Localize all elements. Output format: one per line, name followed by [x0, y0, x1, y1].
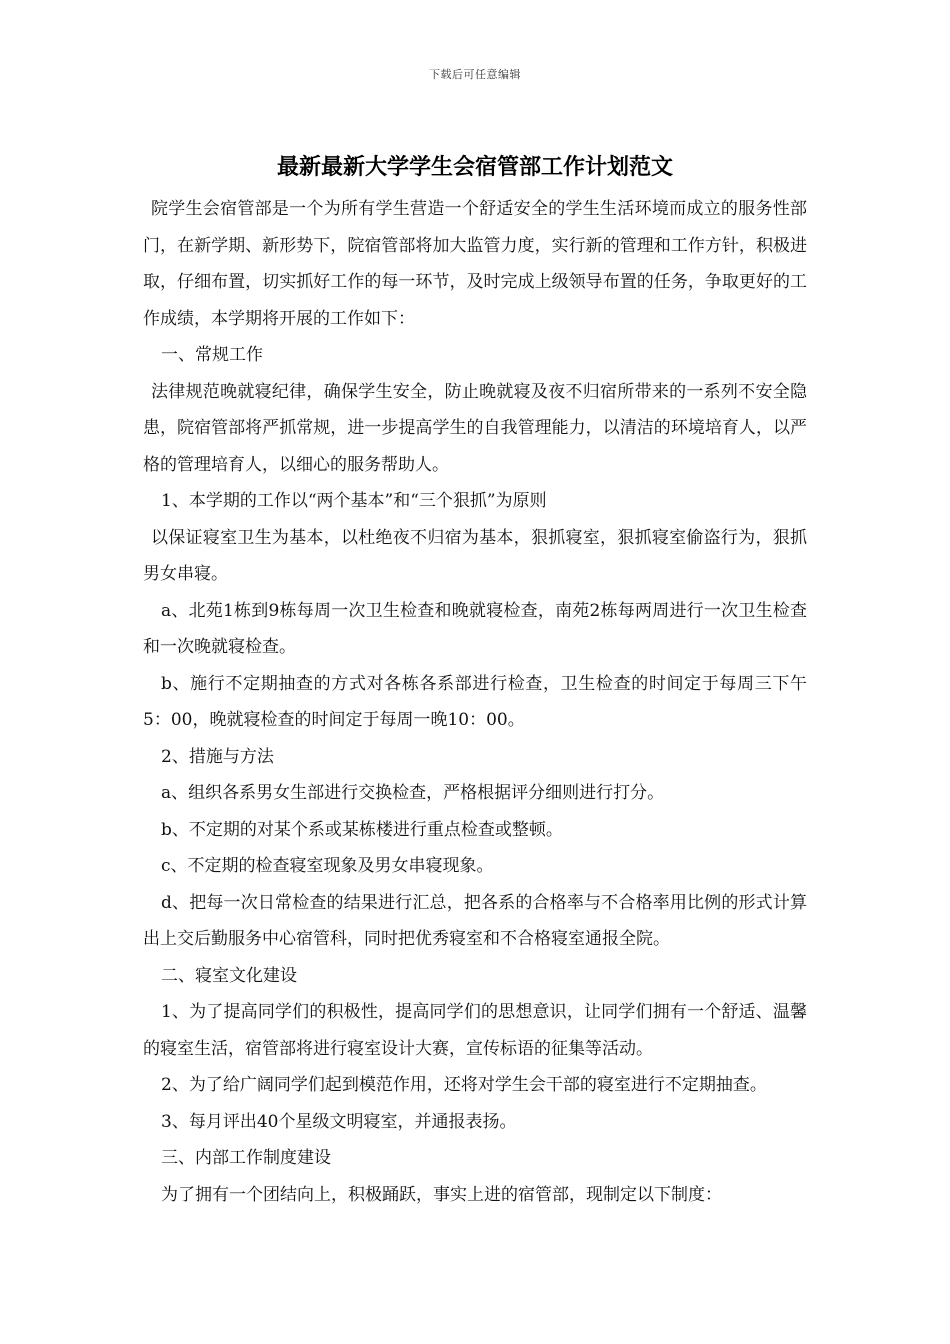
section-heading-internal-system: 三、内部工作制度建设: [161, 1148, 331, 1168]
list-item-a-inspection: a、北苑1栋到9栋每周一次卫生检查和晚就寝检查，南苑2栋每两周进行一次卫生检查和一次晚就寝检查。: [143, 600, 807, 657]
measure-item-b: b、不定期的对某个系或某栋楼进行重点检查或整顿。: [161, 819, 563, 840]
document-title: 最新最新大学学生会宿管部工作计划范文: [276, 154, 673, 180]
measure-item-d: d、把每一次日常检查的结果进行汇总，把各系的合格率与不合格率用比例的形式计算出上交后勤服务中心宿管科，同时把优秀寝室和不合格寝室通报全院。: [143, 892, 807, 949]
culture-item-3: 3、每月评出40个星级文明寝室，并通报表扬。: [161, 1111, 517, 1132]
culture-item-2: 2、为了给广阔同学们起到模范作用，还将对学生会干部的寝室进行不定期抽查。: [161, 1075, 767, 1095]
measures-heading: 2、措施与方法: [161, 746, 274, 767]
culture-item-1: 1、为了提高同学们的积极性，提高同学们的思想意识，让同学们拥有一个舒适、温馨的寝室生活，宿管部将进行寝室设计大赛，宣传标语的征集等活动。: [143, 1002, 807, 1059]
section-heading-routine-work: 一、常规工作: [161, 345, 263, 365]
intro-paragraph: 院学生会宿管部是一个为所有学生营造一个舒适安全的学生生活环境而成立的服务性部门，在新学期、新形势下，院宿管部将加大监管力度，实行新的管理和工作方针，积极进取，仔细布置，切实抓好工作的每一环节，及时完成上级领导布置的任务，争取更好的工作成绩，本学期将开展的工作如下：: [143, 199, 807, 329]
list-item-b-spot-check: b、施行不定期抽查的方式对各栋各系部进行检查，卫生检查的时间定于每周三下午5：00，晚就寝检查的时间定于每周一晚10：00。: [143, 673, 807, 730]
measure-item-a: a、组织各系男女生部进行交换检查，严格根据评分细则进行打分。: [161, 783, 665, 803]
measure-item-c: c、不定期的检查寝室现象及男女串寝现象。: [161, 856, 494, 876]
section-heading-dorm-culture: 二、寝室文化建设: [161, 965, 297, 986]
internal-system-paragraph: 为了拥有一个团结向上，积极踊跃，事实上进的宿管部，现制定以下制度：: [161, 1184, 722, 1205]
document-body: [143, 191, 807, 1213]
header-note: 下载后可任意编辑: [429, 68, 521, 81]
principle-paragraph: 以保证寝室卫生为基本，以杜绝夜不归宿为基本，狠抓寝室，狠抓寝室偷盗行为，狠抓男女串寝。: [143, 527, 807, 584]
principle-heading: 1、本学期的工作以“两个基本”和“三个狠抓”为原则: [161, 491, 547, 511]
routine-work-paragraph: 法律规范晚就寝纪律，确保学生安全，防止晚就寝及夜不归宿所带来的一系列不安全隐患，院宿管部将严抓常规，进一步提高学生的自我管理能力，以清洁的环境培育人，以严格的管理培育人，以细心的服务帮助人。: [143, 381, 807, 475]
